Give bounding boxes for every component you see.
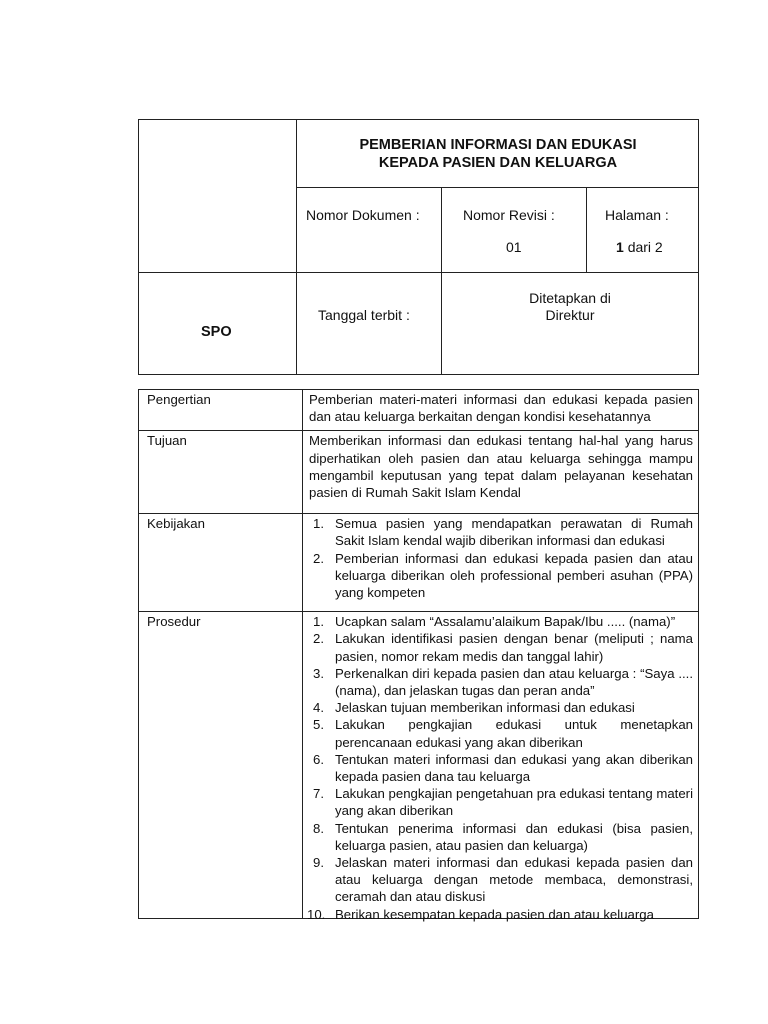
row-pengertian [139,390,699,431]
nomor-revisi-value: 01 [506,239,522,255]
tujuan-text: Memberikan informasi dan edukasi tentang hal-hal yang harus diperhatikan oleh pasien dan atau keluarga sehingga mampu mengambil keputusan yang tepat dalam pelayanan kesehatan pasien di Rumah Sakit Islam Kendal [303,431,699,514]
kebijakan-list [309,515,693,601]
procedure-table [138,389,699,922]
ditetapkan-line-1: Ditetapkan di [529,290,611,306]
spo-label: SPO [201,324,232,340]
list-item: 1. Ucapkan salam “Assalamu’alaikum Bapak/Ibu ..... (nama)” [313,614,676,630]
header-divider-halaman [586,187,587,272]
tanggal-terbit-label: Tanggal terbit : [318,307,410,323]
header-divider-middle [139,272,698,273]
ditetapkan-line-2: Direktur [545,307,595,323]
list-item: 9. Jelaskan materi informasi dan edukasi kepada pasien dan atau keluarga dengan metode membaca, demonstrasi, ceramah dan atau diskusi [313,855,693,905]
row-kebijakan [139,514,699,612]
header-divider-title [296,187,698,188]
list-item: 6. Tentukan materi informasi dan edukasi yang akan diberikan kepada pasien dana tau keluarga [313,751,693,785]
prosedur-cell [303,612,699,922]
prosedur-label: Prosedur [139,612,303,918]
document-title [297,136,699,172]
list-item: 7. Lakukan pengkajian pengetahuan pra edukasi tentang materi yang akan diberikan [313,786,693,819]
nomor-dokumen-label: Nomor Dokumen : [306,207,420,223]
list-item: 8. Tentukan penerima informasi dan edukasi (bisa pasien, keluarga pasien, atau pasien dan keluarga) [313,820,693,853]
list-item: 1. Semua pasien yang mendapatkan perawatan di Rumah Sakit Islam kendal wajib diberikan informasi dan edukasi [313,516,693,549]
list-item: 5. Lakukan pengkajian edukasi untuk menetapkan perencanaan edukasi yang akan diberikan [313,717,693,750]
tujuan-label: Tujuan [139,431,303,514]
list-item: 4. Jelaskan tujuan memberikan informasi dan edukasi [313,700,635,716]
title-line-2: KEPADA PASIEN DAN KELUARGA [378,155,618,171]
list-item: 2. Pemberian informasi dan edukasi kepada pasien dan atau keluarga diberikan oleh professional pemberi asuhan (PPA) yang kompeten [313,550,693,601]
title-line-1: PEMBERIAN INFORMASI DAN EDUKASI [359,137,637,153]
pengertian-text: Pemberian materi-materi informasi dan edukasi kepada pasien dan atau keluarga berkaitan dengan kondisi kesehatannya [303,390,699,431]
halaman-current: 1 [616,239,624,255]
row-tujuan [139,431,699,514]
list-item: 10. Berikan kesempatan kepada pasien dan atau keluarga [307,906,654,922]
halaman-value [616,239,663,256]
kebijakan-cell [303,514,699,612]
nomor-revisi-label: Nomor Revisi : [463,207,555,223]
kebijakan-label: Kebijakan [139,514,303,612]
halaman-label: Halaman : [605,207,669,223]
pengertian-label: Pengertian [139,390,303,431]
header-divider-revisi [441,187,442,374]
ditetapkan-block [442,290,698,324]
prosedur-list [307,613,693,922]
document-header [138,119,699,375]
row-prosedur [139,612,699,918]
halaman-total: dari 2 [627,239,663,255]
list-item: 2. Lakukan identifikasi pasien dengan benar (meliputi ; nama pasien, nomor rekam medis dan tanggal lahir) [313,631,693,664]
list-item: 3. Perkenalkan diri kepada pasien dan atau keluarga : “Saya .... (nama), dan jelaskan tugas dan peran anda” [313,665,693,699]
